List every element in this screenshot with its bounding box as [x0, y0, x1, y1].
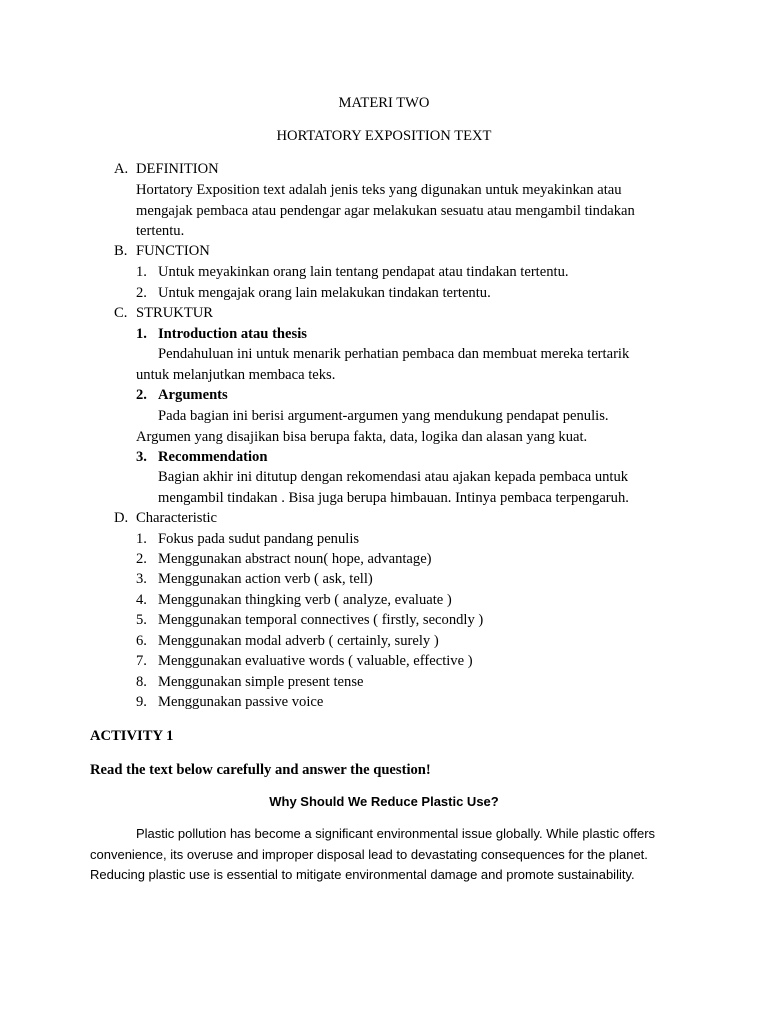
function-item-text: Untuk meyakinkan orang lain tentang pendapat atau tindakan tertentu.: [158, 264, 569, 280]
characteristic-number: 5.: [136, 612, 147, 628]
structure-item-line: Bagian akhir ini ditutup dengan rekomendasi atau ajakan kepada pembaca untuk: [158, 469, 629, 485]
characteristic-text: Menggunakan temporal connectives ( firstly, secondly ): [158, 612, 484, 628]
page-title: MATERI TWO: [338, 95, 430, 111]
section-a-line: mengajak pembaca atau pendengar agar melakukan sesuatu atau mengambil tindakan: [136, 203, 635, 219]
characteristic-text: Fokus pada sudut pandang penulis: [158, 531, 360, 547]
structure-item-line: Argumen yang disajikan bisa berupa fakta, data, logika dan alasan yang kuat.: [136, 429, 588, 445]
characteristic-text: Menggunakan thingking verb ( analyze, evaluate ): [158, 592, 452, 608]
section-b-heading: FUNCTION: [136, 243, 210, 259]
characteristic-text: Menggunakan evaluative words ( valuable, effective ): [158, 653, 473, 669]
characteristic-number: 2.: [136, 551, 147, 567]
characteristic-text: Menggunakan action verb ( ask, tell): [158, 571, 373, 587]
characteristic-text: Menggunakan passive voice: [158, 694, 324, 710]
structure-item-line: Pendahuluan ini untuk menarik perhatian pembaca dan membuat mereka tertarik: [158, 346, 630, 362]
structure-item-line: mengambil tindakan . Bisa juga berupa himbauan. Intinya pembaca terpengaruh.: [158, 490, 629, 506]
reading-paragraph-line: Plastic pollution has become a significant environmental issue globally. While plastic offers: [136, 826, 656, 841]
characteristic-number: 7.: [136, 653, 147, 669]
section-a-marker: A.: [114, 161, 129, 177]
activity-instruction: Read the text below carefully and answer the question!: [90, 762, 431, 778]
section-d-heading: Characteristic: [136, 510, 218, 526]
characteristic-text: Menggunakan modal adverb ( certainly, surely ): [158, 633, 439, 649]
section-b-marker: B.: [114, 243, 128, 259]
section-c-marker: C.: [114, 305, 128, 321]
characteristic-text: Menggunakan simple present tense: [158, 674, 364, 690]
section-c-heading: STRUKTUR: [136, 305, 214, 321]
structure-item-line: Pada bagian ini berisi argument-argumen yang mendukung pendapat penulis.: [158, 408, 609, 424]
characteristic-number: 8.: [136, 674, 147, 690]
section-d-marker: D.: [114, 510, 129, 526]
reading-paragraph-line: Reducing plastic use is essential to mitigate environmental damage and promote sustainability.: [90, 867, 635, 882]
function-item-number: 2.: [136, 285, 147, 301]
characteristic-number: 4.: [136, 592, 147, 608]
section-a-line: Hortatory Exposition text adalah jenis teks yang digunakan untuk meyakinkan atau: [136, 182, 622, 198]
structure-item-number: 3.: [136, 449, 147, 465]
characteristic-number: 1.: [136, 531, 147, 547]
characteristic-text: Menggunakan abstract noun( hope, advantage): [158, 551, 432, 567]
function-item-number: 1.: [136, 264, 147, 280]
characteristic-number: 6.: [136, 633, 147, 649]
structure-item-title: Recommendation: [158, 449, 268, 465]
function-item-text: Untuk mengajak orang lain melakukan tindakan tertentu.: [158, 285, 491, 301]
reading-text-title: Why Should We Reduce Plastic Use?: [269, 794, 499, 809]
reading-paragraph-line: convenience, its overuse and improper disposal lead to devastating consequences for the planet.: [90, 847, 648, 862]
structure-item-title: Introduction atau thesis: [158, 326, 307, 342]
activity-heading: ACTIVITY 1: [90, 728, 174, 744]
structure-item-line: untuk melanjutkan membaca teks.: [136, 367, 336, 383]
characteristic-number: 3.: [136, 571, 147, 587]
structure-item-number: 1.: [136, 326, 147, 342]
section-a-heading: DEFINITION: [136, 161, 219, 177]
page-subtitle: HORTATORY EXPOSITION TEXT: [276, 128, 492, 144]
structure-item-title: Arguments: [158, 387, 228, 403]
characteristic-number: 9.: [136, 694, 147, 710]
structure-item-number: 2.: [136, 387, 147, 403]
section-a-line: tertentu.: [136, 223, 185, 239]
